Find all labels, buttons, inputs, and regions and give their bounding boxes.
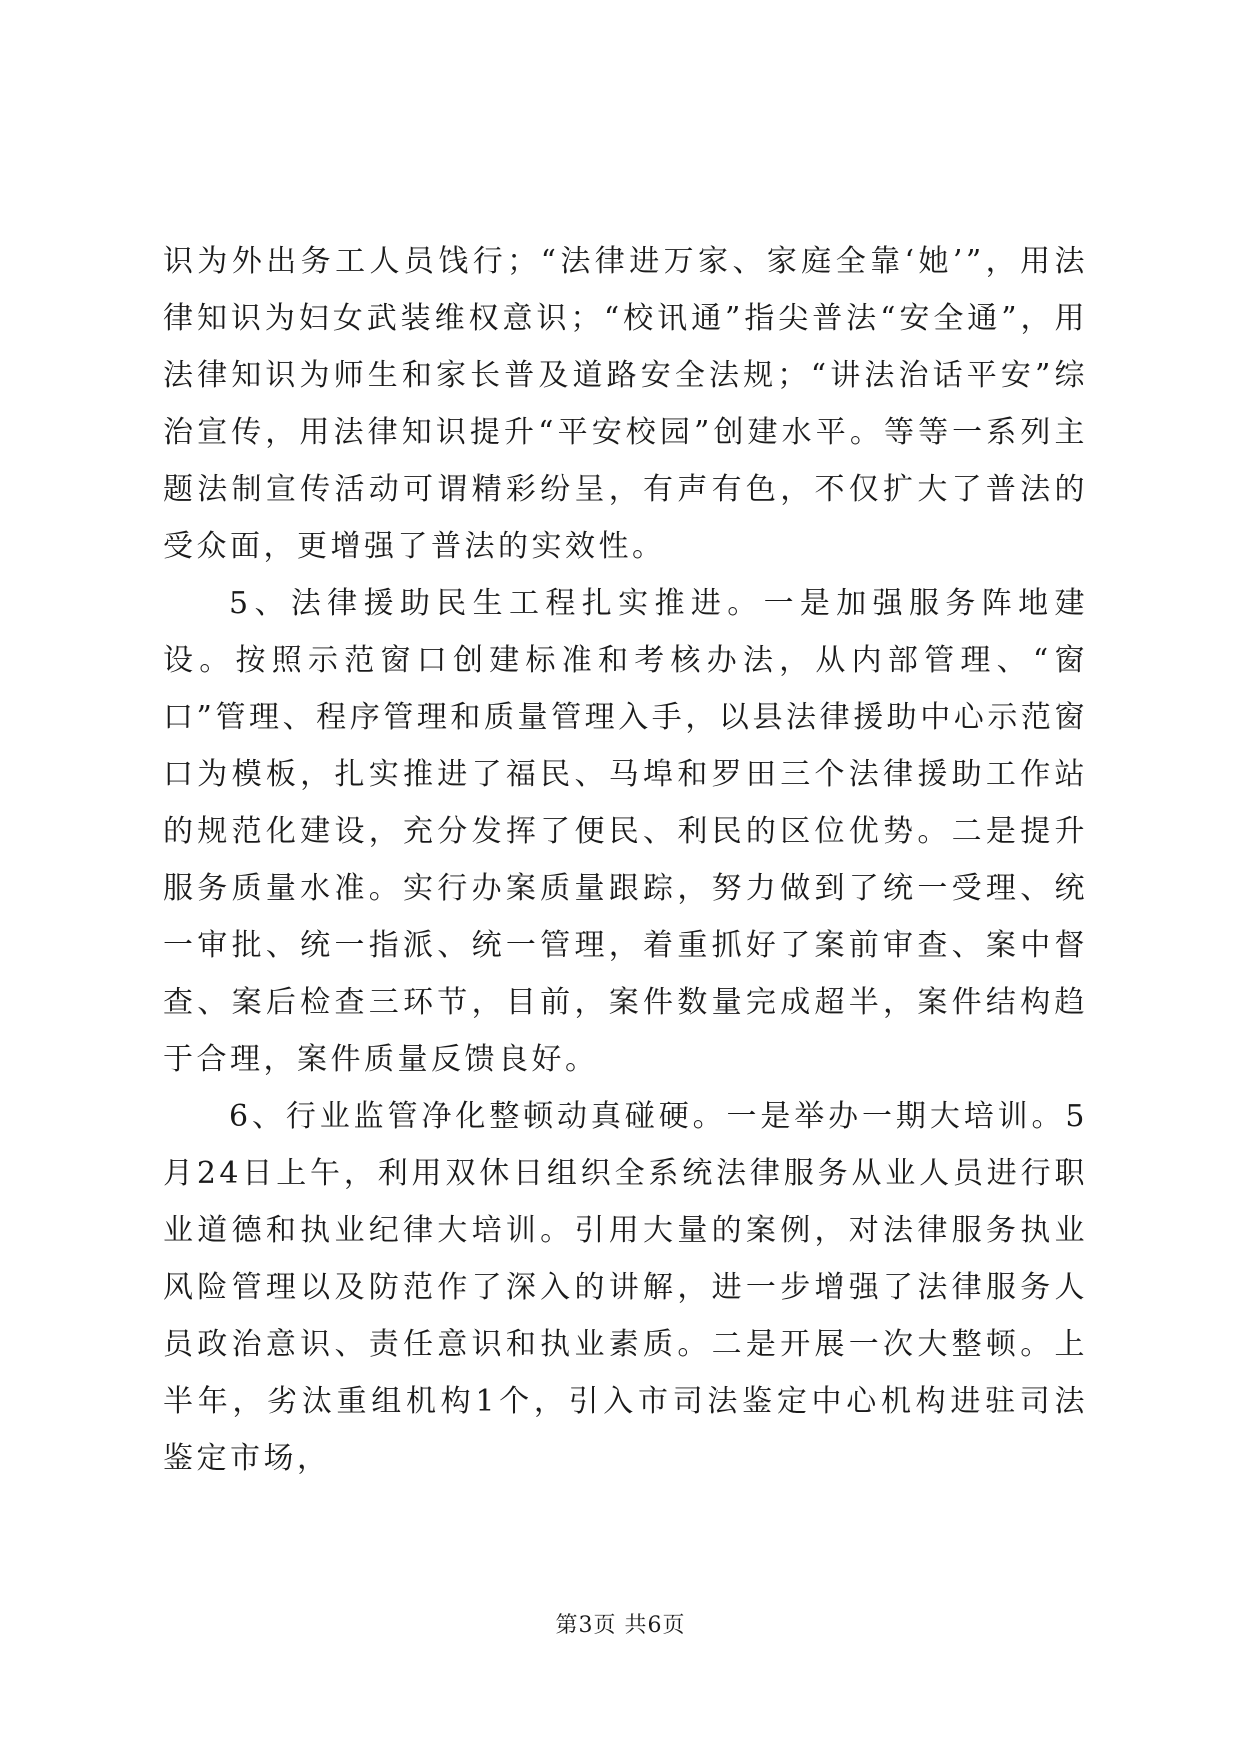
paragraph-legal-aid: 5、法律援助民生工程扎实推进。一是加强服务阵地建设。按照示范窗口创建标准和考核办法，从内部管理、“窗口”管理、程序管理和质量管理入手，以县法律援助中心示范窗口为模板，扎实推进了福民、马埠和罗田三个法律援助工作站的规范化建设，充分发挥了便民、利民的区位优势。二是提升服务质量水准。实行办案质量跟踪，努力做到了统一受理、统一审批、统一指派、统一管理，着重抓好了案前审查、案中督查、案后检查三环节，目前，案件数量完成超半，案件结构趋于合理，案件质量反馈良好。	[163, 586, 1088, 1077]
page-footer: 第3页 共6页	[555, 1613, 686, 1638]
paragraph-continuation: 识为外出务工人员饯行；“法律进万家、家庭全靠‘她’”，用法律知识为妇女武装维权意识；“校讯通”指尖普法“安全通”，用法律知识为师生和家长普及道路安全法规；“讲法治话平安”综治宣传，用法律知识提升“平安校园”创建水平。等等一系列主题法制宣传活动可谓精彩纷呈，有声有色，不仅扩大了普法的受众面，更增强了普法的实效性。	[163, 244, 1088, 564]
body-text	[163, 233, 1088, 1487]
paragraph-industry-supervision: 6、行业监管净化整顿动真碰硬。一是举办一期大培训。5月24日上午，利用双休日组织全系统法律服务从业人员进行职业道德和执业纪律大培训。引用大量的案例，对法律服务执业风险管理以及防范作了深入的讲解，进一步增强了法律服务人员政治意识、责任意识和执业素质。二是开展一次大整顿。上半年，劣汰重组机构1个，引入市司法鉴定中心机构进驻司法鉴定市场，	[163, 1099, 1088, 1476]
